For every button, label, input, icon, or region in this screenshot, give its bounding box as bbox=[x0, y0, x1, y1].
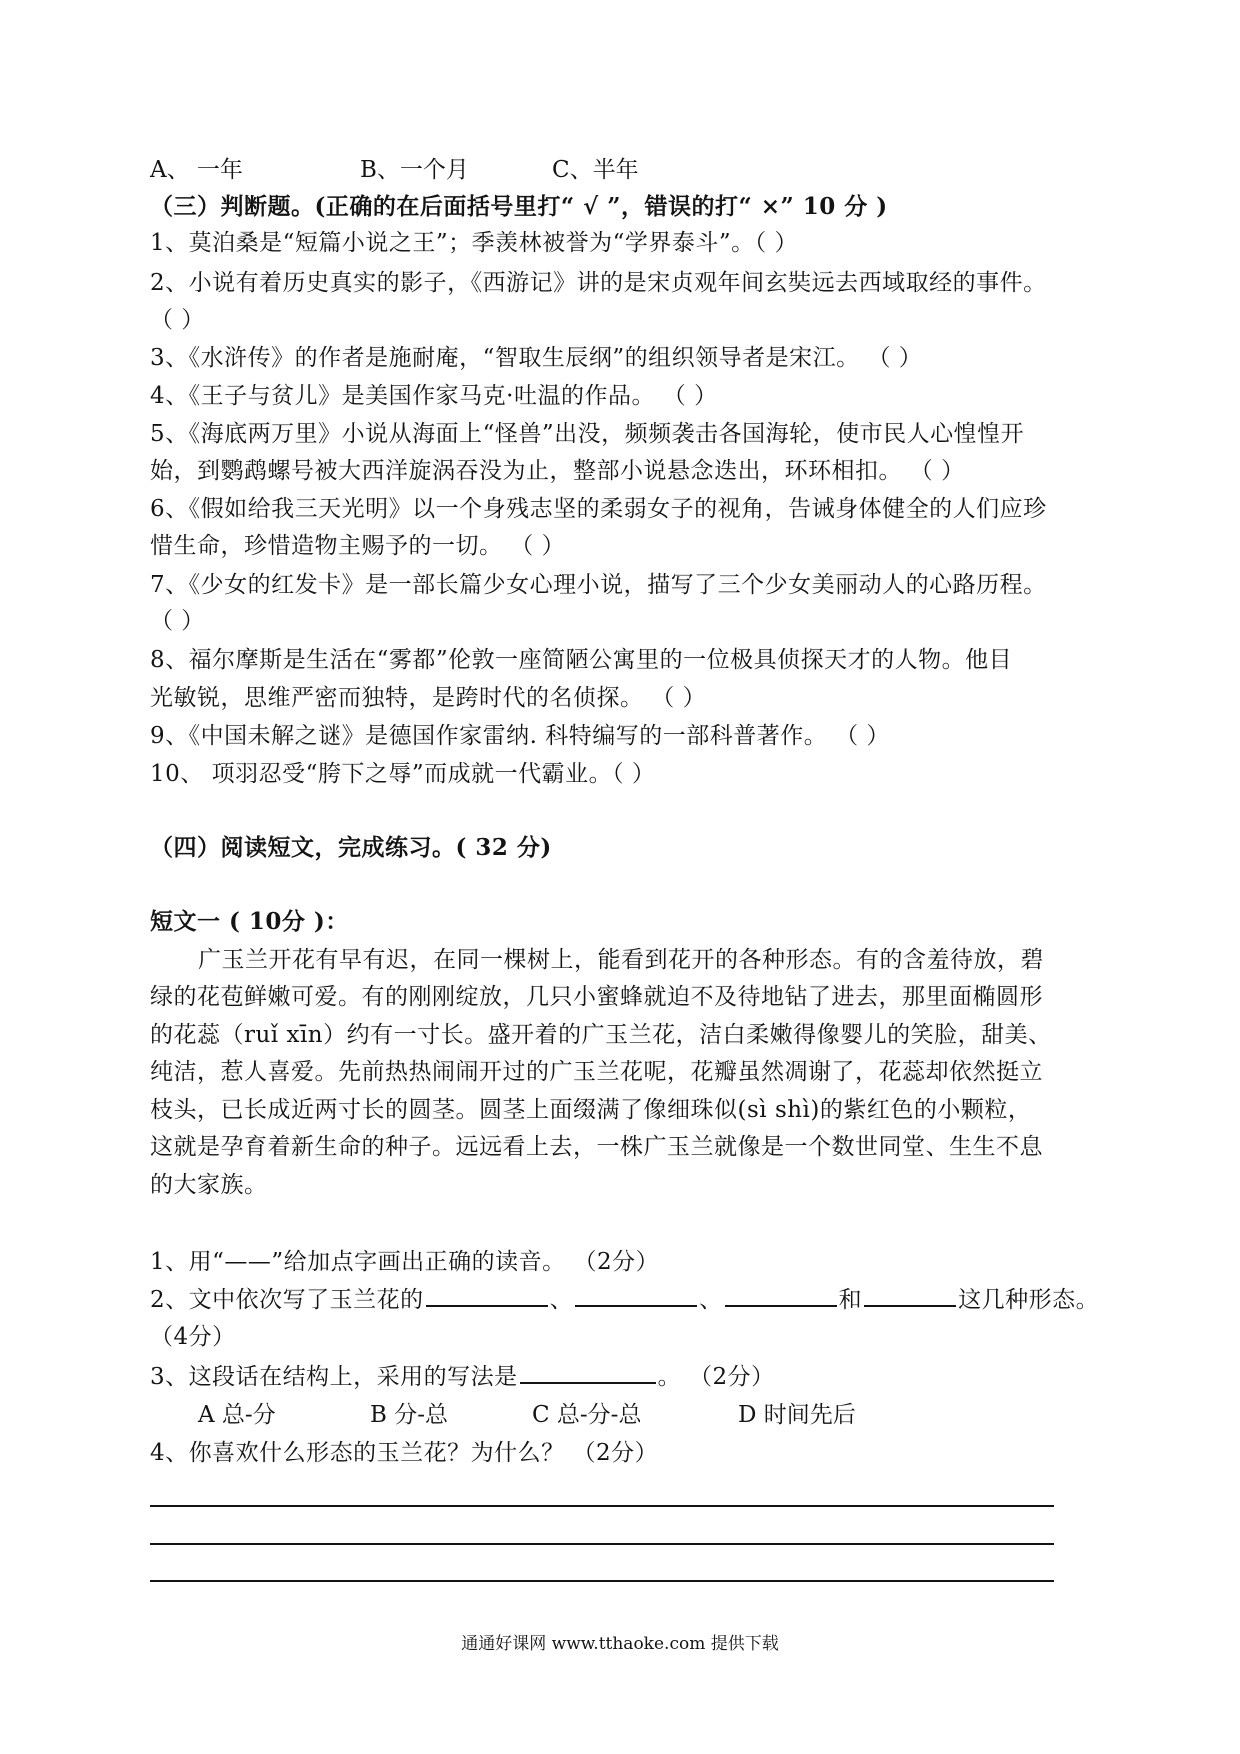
judge-item-5-cont: 始，到鹦鹉螺号被大西洋旋涡吞没为止，整部小说悬念迭出，环环相扣。 （ ） bbox=[150, 458, 965, 484]
answer-blank-2[interactable] bbox=[575, 1285, 697, 1307]
passage-line-5: 枝头，已长成近两寸长的圆茎。圆茎上面缀满了像细珠似(sì shì)的紫红色的小颗粒， bbox=[150, 1097, 1032, 1123]
passage-line-6: 这就是孕育着新生命的种子。远远看上去，一株广玉兰就像是一个数世同堂、生生不息 bbox=[150, 1134, 1043, 1160]
judge-item-8-cont: 光敏锐，思维严密而独特，是跨时代的名侦探。 （ ） bbox=[150, 685, 707, 711]
question-1: 1、用“——”给加点字画出正确的读音。 （2分） bbox=[150, 1249, 660, 1275]
choice-b: B 分-总 bbox=[370, 1402, 448, 1428]
answer-line-1[interactable] bbox=[150, 1505, 1054, 1507]
answer-line-2[interactable] bbox=[150, 1543, 1054, 1545]
choice-a: A 总-分 bbox=[198, 1402, 276, 1428]
judge-item-1: 1、莫泊桑是“短篇小说之王”；季羡林被誉为“学界泰斗”。（ ） bbox=[150, 230, 798, 256]
passage-line-4: 纯洁，惹人喜爱。先前热热闹闹开过的广玉兰花呢，花瓣虽然凋谢了，花蕊却依然挺立 bbox=[150, 1059, 1043, 1085]
option-c: C、半年 bbox=[552, 157, 639, 183]
option-a: A、 一年 bbox=[150, 157, 243, 183]
answer-blank-1[interactable] bbox=[426, 1285, 548, 1307]
judge-item-6-cont: 惜生命，珍惜造物主赐予的一切。 （ ） bbox=[150, 533, 566, 559]
passage-line-2: 绿的花苞鲜嫩可爱。有的刚刚绽放，几只小蜜蜂就迫不及待地钻了进去，那里面椭圆形 bbox=[150, 984, 1043, 1010]
judge-item-3: 3、《水浒传》的作者是施耐庵，“智取生辰纲”的组织领导者是宋江。 （ ） bbox=[150, 345, 923, 371]
judge-item-7-paren: （ ） bbox=[150, 608, 205, 634]
choice-d: D 时间先后 bbox=[738, 1402, 856, 1428]
question-2-sep-1: 、 bbox=[549, 1287, 574, 1313]
question-2 bbox=[150, 1285, 1099, 1315]
choice-c: C 总-分-总 bbox=[532, 1402, 642, 1428]
question-2-prefix: 2、文中依次写了玉兰花的 bbox=[150, 1287, 424, 1313]
question-4: 4、你喜欢什么形态的玉兰花？为什么？ （2分） bbox=[150, 1440, 659, 1466]
answer-blank-5[interactable] bbox=[520, 1362, 656, 1384]
section3-heading: （三）判断题。(正确的在后面括号里打“ √ ”，错误的打“ ×” 10 分 ) bbox=[150, 193, 888, 220]
judge-item-5: 5、《海底两万里》小说从海面上“怪兽”出没，频频袭击各国海轮，使市民人心惶惶开 bbox=[150, 421, 1025, 447]
passage-line-3: 的花蕊（ruǐ xīn）约有一寸长。盛开着的广玉兰花，洁白柔嫩得像婴儿的笑脸，甜美、 bbox=[150, 1022, 1052, 1048]
question-2-sep-3: 和 bbox=[838, 1287, 863, 1313]
judge-item-2: 2、小说有着历史真实的影子，《西游记》讲的是宋贞观年间玄奘远去西域取经的事件。 bbox=[150, 270, 1047, 296]
question-2-score: （4分） bbox=[150, 1324, 236, 1350]
judge-item-7: 7、《少女的红发卡》是一部长篇少女心理小说，描写了三个少女美丽动人的心路历程。 bbox=[150, 572, 1047, 598]
judge-item-2-paren: （ ） bbox=[150, 307, 205, 333]
footer-text: 通通好课网 www.tthaoke.com 提供下载 bbox=[461, 1634, 779, 1654]
passage-line-7: 的大家族。 bbox=[150, 1172, 268, 1198]
section4-heading: （四）阅读短文，完成练习。( 32 分) bbox=[150, 834, 552, 861]
question-3-prefix: 3、这段话在结构上，采用的写法是 bbox=[150, 1364, 518, 1390]
judge-item-6: 6、《假如给我三天光明》以一个身残志坚的柔弱女子的视角，告诫身体健全的人们应珍 bbox=[150, 496, 1047, 522]
judge-item-4: 4、《王子与贫儿》是美国作家马克·吐温的作品。 （ ） bbox=[150, 383, 718, 409]
answer-blank-4[interactable] bbox=[864, 1285, 956, 1307]
answer-blank-3[interactable] bbox=[725, 1285, 837, 1307]
passage-line-1: 广玉兰开花有早有迟，在同一棵树上，能看到花开的各种形态。有的含羞待放，碧 bbox=[198, 947, 1044, 973]
passage-title: 短文一 ( 10分 )： bbox=[150, 908, 349, 935]
question-3-suffix: 。 （2分） bbox=[657, 1364, 775, 1390]
question-2-suffix: 这几种形态。 bbox=[958, 1287, 1100, 1313]
answer-line-3[interactable] bbox=[150, 1580, 1054, 1582]
judge-item-9: 9、《中国未解之谜》是德国作家雷纳. 科特编写的一部科普著作。 （ ） bbox=[150, 723, 890, 749]
option-b: B、一个月 bbox=[360, 157, 469, 183]
question-3 bbox=[150, 1362, 775, 1392]
question-2-sep-2: 、 bbox=[699, 1287, 723, 1313]
judge-item-8: 8、福尔摩斯是生活在“雾都”伦敦一座简陋公寓里的一位极具侦探天才的人物。他目 bbox=[150, 647, 1013, 673]
judge-item-10: 10、 项羽忍受“胯下之辱”而成就一代霸业。（ ） bbox=[150, 761, 656, 787]
